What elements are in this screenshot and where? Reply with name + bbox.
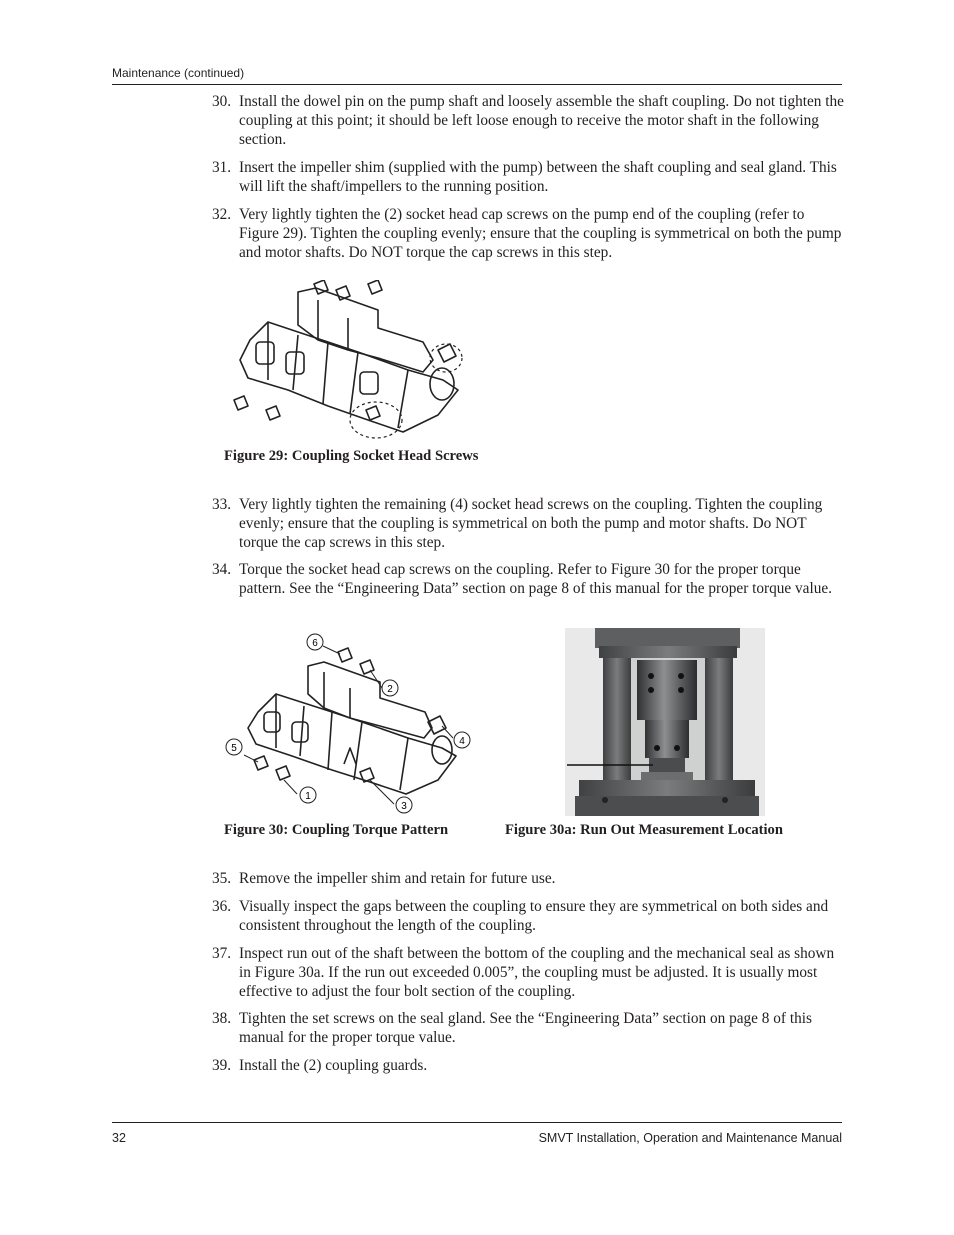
torque-label-3: 3: [401, 801, 407, 812]
page-number: 32: [112, 1131, 126, 1145]
manual-title: SMVT Installation, Operation and Maintenance Manual: [538, 1131, 842, 1145]
step-number: 39.: [212, 1057, 232, 1074]
step-number: 37.: [212, 945, 232, 962]
torque-label-6: 6: [312, 638, 318, 649]
step-34: [212, 560, 844, 598]
step-text: Install the (2) coupling guards.: [239, 1057, 428, 1074]
step-text: Inspect run out of the shaft between the bottom of the coupling and the mechanical seal as shown in Figure 30a. If the run out exceeded 0.005”, the coupling must be adjusted. It is usually most effective to adjust the four bolt section of the coupling.: [239, 945, 835, 1000]
torque-label-4: 4: [459, 736, 465, 747]
step-text: Insert the impeller shim (supplied with the pump) between the shaft coupling and seal gland. This will lift the shaft/impellers to the running position.: [239, 159, 837, 195]
step-text: Visually inspect the gaps between the coupling to ensure they are symmetrical on both sides and consistent throughout the length of the coupling.: [239, 898, 829, 934]
step-number: 34.: [212, 561, 232, 578]
step-30: [212, 92, 844, 149]
step-number: 33.: [212, 496, 232, 513]
step-38: [212, 1009, 844, 1047]
running-header: Maintenance (continued): [112, 66, 245, 80]
step-number: 30.: [212, 93, 232, 110]
figure-30-caption: Figure 30: Coupling Torque Pattern: [224, 822, 449, 838]
step-text: Torque the socket head cap screws on the coupling. Refer to Figure 30 for the proper torque pattern. See the “Engineering Data” section on page 8 of this manual for the proper torque value.: [239, 561, 832, 597]
step-39: [212, 1056, 844, 1075]
header-rule: [112, 84, 842, 85]
step-number: 35.: [212, 870, 232, 887]
figure-30a-photo: [565, 628, 765, 816]
step-number: 31.: [212, 159, 232, 176]
step-35: [212, 869, 844, 888]
step-text: Very lightly tighten the remaining (4) socket head screws on the coupling. Tighten the coupling evenly; ensure that the coupling is symmetrical on both the pump and motor shafts. Do NOT torque the cap screws in this step.: [239, 496, 823, 551]
step-text: Very lightly tighten the (2) socket head cap screws on the pump end of the coupling (refer to Figure 29). Tighten the coupling evenly; ensure that the coupling is symmetrical on both the pump and motor shafts. Do NOT torque the cap screws in this step.: [239, 206, 842, 261]
step-text: Remove the impeller shim and retain for future use.: [239, 870, 556, 887]
figure-30a-caption: Figure 30a: Run Out Measurement Location: [505, 822, 783, 838]
step-text: Tighten the set screws on the seal gland. See the “Engineering Data” section on page 8 of this manual for the proper torque value.: [239, 1010, 812, 1046]
torque-label-2: 2: [387, 684, 393, 695]
figure-29-coupling-drawing: [228, 280, 478, 445]
step-number: 36.: [212, 898, 232, 915]
step-text: Install the dowel pin on the pump shaft and loosely assemble the shaft coupling. Do not tighten the coupling at this point; it should be left loose enough to receive the motor shaft in the following section.: [239, 93, 844, 148]
figure-29-caption: Figure 29: Coupling Socket Head Screws: [224, 448, 479, 464]
step-37: [212, 944, 844, 1001]
step-33: [212, 495, 844, 552]
footer-rule: [112, 1122, 842, 1123]
step-32: [212, 205, 844, 262]
figure-30-torque-pattern-drawing: [220, 630, 480, 815]
step-number: 38.: [212, 1010, 232, 1027]
step-36: [212, 897, 844, 935]
torque-label-5: 5: [231, 743, 237, 754]
step-number: 32.: [212, 206, 232, 223]
step-31: [212, 158, 844, 196]
torque-label-1: 1: [305, 791, 311, 802]
